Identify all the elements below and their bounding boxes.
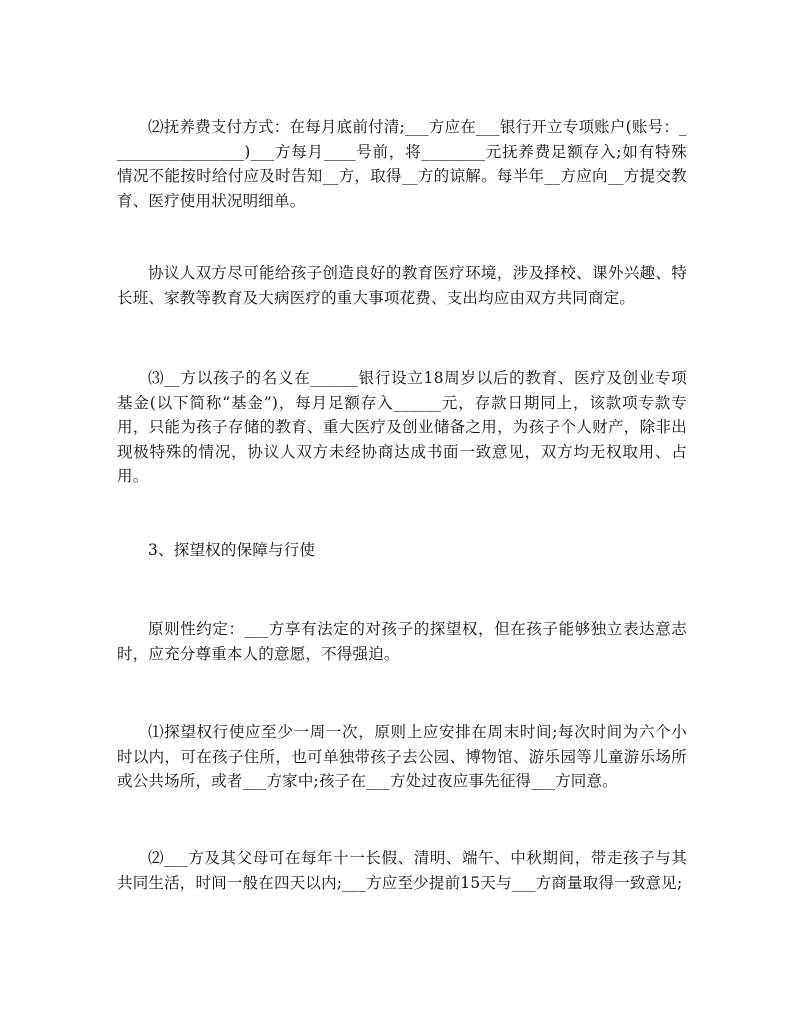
section-heading-visitation-rights: 3、探望权的保障与行使 — [148, 541, 316, 559]
paragraph-holiday-visitation: ⑵___方及其父母可在每年十一长假、清明、端午、中秋期间，带走孩子与其共同生活，时间一般在四天以内;___方应至少提前15天与___方商量取得一致意见; — [117, 849, 687, 892]
paragraph-support-payment-method: ⑵抚养费支付方式：在每月底前付清;___方应在___银行开立专项账户(账号：_________________)___方每月____号前，将________元抚养费足额存入;如有特殊情况不能按时给付应及时告知__方，取得__方的谅解。每半年__方应向__方提交教育、医疗使用状况明细单。 — [117, 118, 687, 210]
paragraph-visitation-frequency: ⑴探望权行使应至少一周一次，原则上应安排在周末时间;每次时间为六个小时以内，可在孩子住所，也可单独带孩子去公园、博物馆、游乐园等儿童游乐场所或公共场所，或者___方家中;孩子在___方处过夜应事先征得___方同意。 — [117, 723, 687, 790]
paragraph-education-medical-environment: 协议人双方尽可能给孩子创造良好的教育医疗环境，涉及择校、课外兴趣、特长班、家教等教育及大病医疗的重大事项花费、支出均应由双方共同商定。 — [117, 264, 687, 307]
paragraph-special-fund: ⑶__方以孩子的名义在______银行设立18周岁以后的教育、医疗及创业专项基金(以下简称“基金”)，每月足额存入______元，存款日期同上，该款项专款专用，只能为孩子存储的教育、重大医疗及创业储备之用，为孩子个人财产，除非出现极特殊的情况，协议人双方未经协商达成书面一致意见，双方均无权取用、占用。 — [117, 369, 687, 485]
paragraph-principle-agreement: 原则性约定：___方享有法定的对孩子的探望权，但在孩子能够独立表达意志时，应充分尊重本人的意愿，不得强迫。 — [117, 620, 687, 663]
